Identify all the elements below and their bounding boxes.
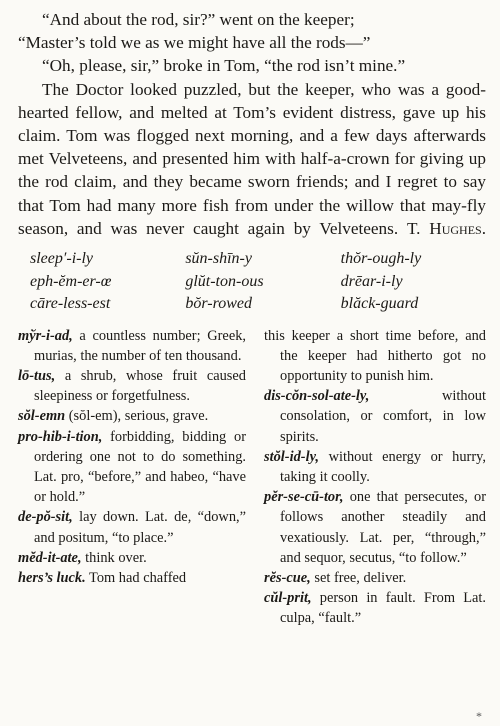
spelling-word: eph-ĕm-er-œ <box>30 272 112 290</box>
glossary-entry <box>264 447 486 487</box>
spelling-word: sŭn-shīn-y <box>185 250 252 268</box>
glossary-definition: without consolation, or comfort, in low spirits. <box>280 388 486 445</box>
dialogue-line-3: “Oh, please, sir,” broke in Tom, “the rod isn’t mine.” <box>42 56 406 76</box>
dialogue-line-1: “And about the rod, sir?” went on the keeper; <box>42 10 355 29</box>
glossary-definition: set free, deliver. <box>310 569 407 586</box>
glossary-definition: one that persecutes, or follows another steadily and vexatiously. Lat. per, “through,” and sequor, secutus, “to follow.” <box>280 489 486 566</box>
glossary-entry <box>18 326 246 366</box>
spelling-word: glŭt-ton-ous <box>185 272 264 290</box>
glossary-definition: forbidding, bidding or ordering one not to do something. Lat. pro, “before,” and habeo, “have or hold.” <box>34 428 246 506</box>
spelling-words-grid <box>30 248 486 316</box>
glossary-definition: lay down. Lat. de, “down,” and positum, “to place.” <box>34 509 246 546</box>
glossary-right-column <box>264 326 486 629</box>
glossary-headword: mўr-i-ad, <box>18 327 73 344</box>
glossary-headword: de-pŏ-sit, <box>18 509 73 526</box>
glossary-entry <box>18 548 246 568</box>
glossary-entry <box>18 507 246 547</box>
glossary-headword: rĕs-cue, <box>264 569 311 586</box>
glossary-left-column <box>18 326 246 629</box>
glossary-entry <box>18 366 246 406</box>
glossary-definition: a countless number; Greek, murias, the number of ten thousand. <box>34 327 246 364</box>
glossary-definition: a shrub, whose fruit caused sleepiness or forgetfulness. <box>34 367 246 405</box>
glossary-entry <box>18 568 246 588</box>
author-signature: T. Hughes. <box>406 218 486 238</box>
glossary-entry <box>264 326 486 387</box>
glossary <box>18 326 486 629</box>
glossary-headword: lō-tus, <box>18 367 56 384</box>
glossary-entry <box>264 386 486 447</box>
glossary-entry <box>18 406 246 426</box>
spelling-word: cāre-less-est <box>30 295 111 313</box>
glossary-headword: pro-hib-i-tion, <box>18 428 103 445</box>
spelling-word: drēar-i-ly <box>340 272 403 290</box>
glossary-headword: pĕr-se-cū-tor, <box>264 489 344 506</box>
glossary-definition: this keeper a short time before, and the keeper had hitherto got no opportunity to punish him. <box>264 327 486 384</box>
glossary-headword: mĕd-it-ate, <box>18 549 82 566</box>
story-text <box>18 8 486 240</box>
glossary-headword: dis-cŏn-sol-ate-ly, <box>264 388 370 405</box>
glossary-entry <box>264 487 486 568</box>
spelling-word: blăck-guard <box>340 295 419 313</box>
glossary-definition: Tom had chaffed <box>85 569 187 586</box>
glossary-entry <box>18 427 246 508</box>
story-paragraph-text: The Doctor looked puzzled, but the keeper, who was a good-hearted fellow, and melted at Tom’s evident distress, gave up his claim. Tom was flogged next morning, and a few days afterwards met Velveteens, and presented him with half-a-crown for giving up the rod claim, and they became sworn friends; and I regret to say that Tom had many more fish from under the willow that may-fly season, and was never caught again by Velveteens. <box>18 79 486 238</box>
glossary-definition: (sŏl-em), serious, grave. <box>65 408 209 425</box>
glossary-definition: without energy or hurry, taking it coolly. <box>280 448 486 485</box>
story-paragraph <box>18 78 486 240</box>
spelling-word: bŏr-rowed <box>185 295 252 313</box>
glossary-entry <box>264 568 486 588</box>
glossary-definition: think over. <box>81 549 147 566</box>
spelling-word: sleep′-i-ly <box>30 250 94 268</box>
glossary-headword: cŭl-prit, <box>264 590 312 607</box>
spelling-word: thŏr-ough-ly <box>340 250 422 268</box>
dialogue-line-2: “Master’s told we as we might have all the rods—” <box>18 33 371 53</box>
glossary-headword: sŏl-emn <box>18 408 66 425</box>
glossary-definition: person in fault. From Lat. culpa, “fault.” <box>280 590 486 627</box>
glossary-headword: hers’s luck. <box>18 569 86 586</box>
glossary-entry <box>264 588 486 628</box>
footer-mark: * <box>476 709 482 723</box>
glossary-headword: stŏl-id-ly, <box>264 448 320 465</box>
